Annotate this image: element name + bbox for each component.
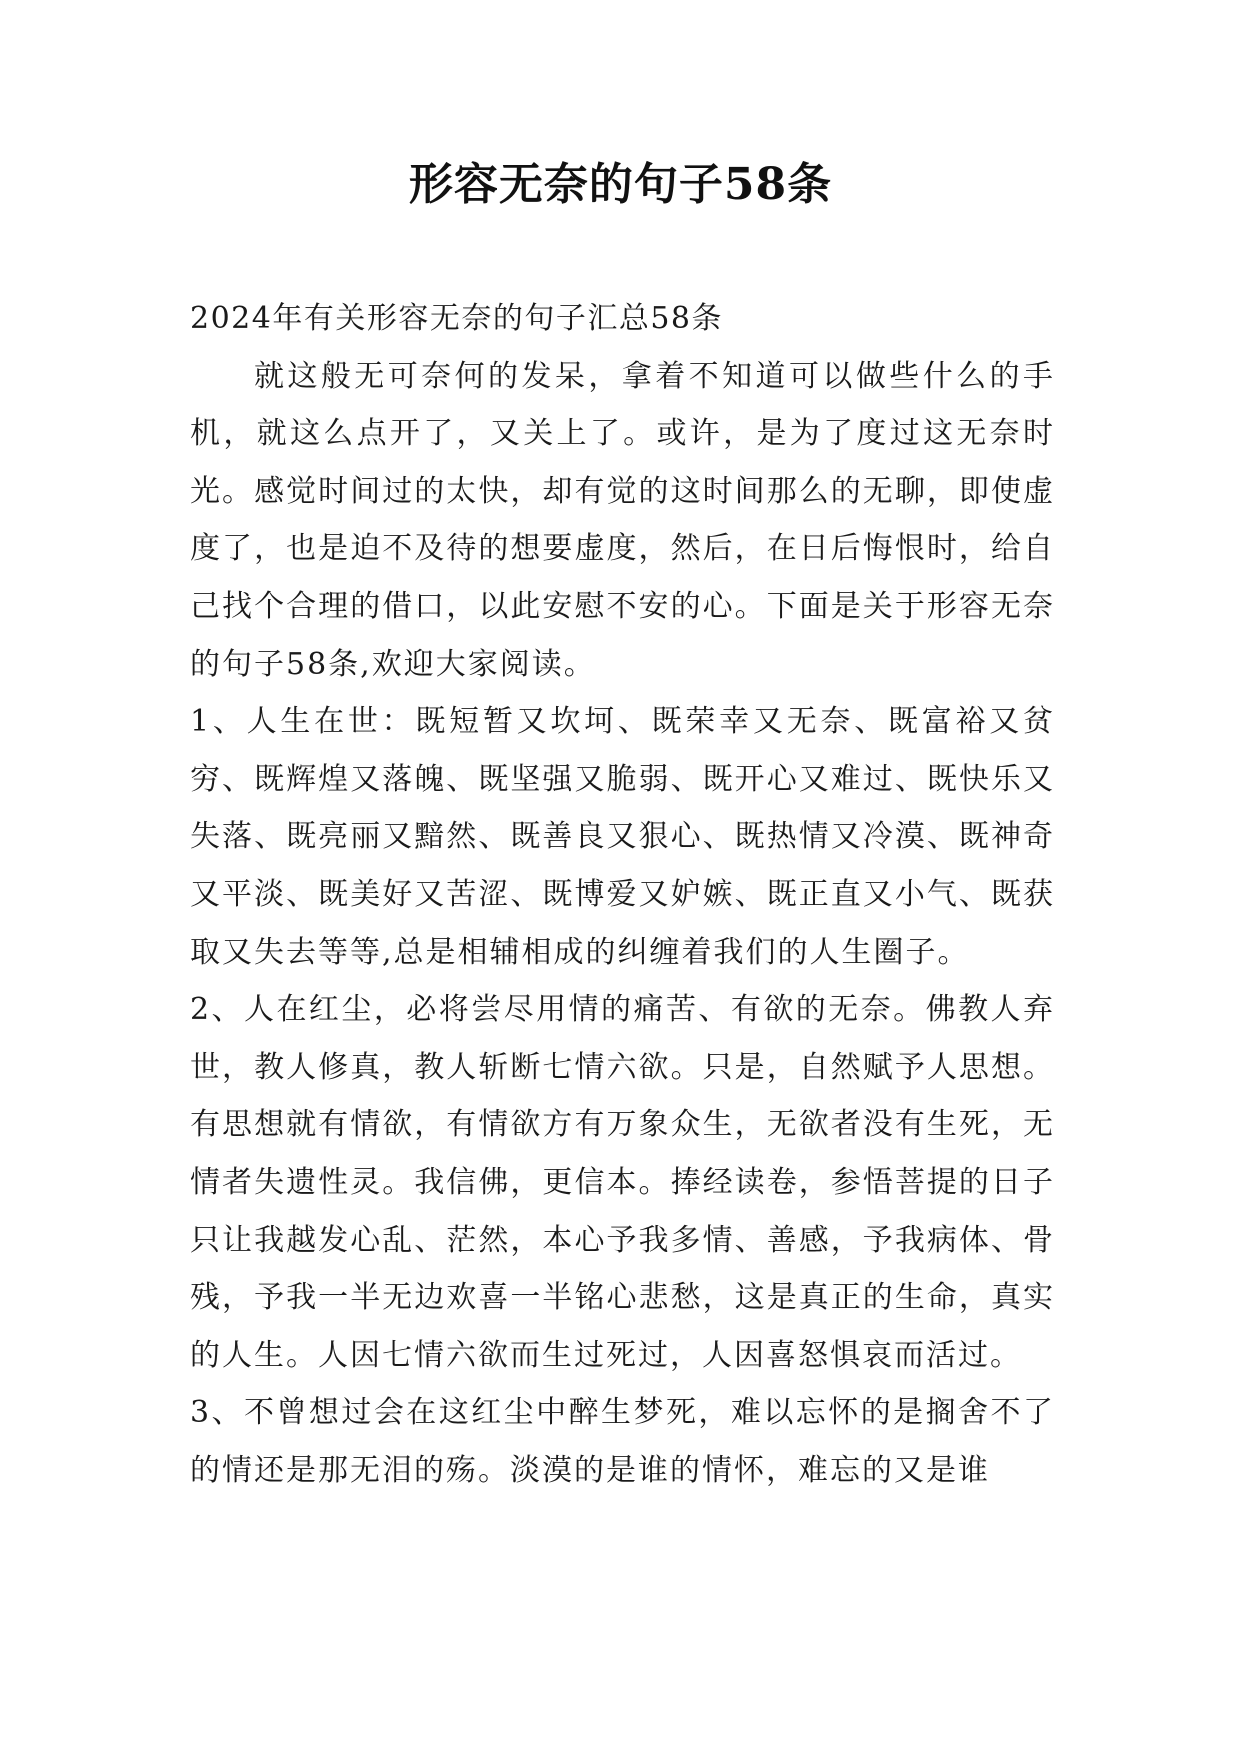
list-item: 3、不曾想过会在这红尘中醉生梦死，难以忘怀的是搁舍不了的情还是那无泪的殇。淡漠的是谁的情怀，难忘的又是谁	[190, 1395, 1055, 1488]
document-body	[190, 290, 1055, 1499]
list-item: 1、人生在世：既短暂又坎坷、既荣幸又无奈、既富裕又贫穷、既辉煌又落魄、既坚强又脆弱、既开心又难过、既快乐又失落、既亮丽又黯然、既善良又狠心、既热情又冷漠、既神奇又平淡、既美好又苦涩、既博爱又妒嫉、既正直又小气、既获取又失去等等,总是相辅相成的纠缠着我们的人生圈子。	[190, 704, 1055, 970]
intro-paragraph: 就这般无可奈何的发呆，拿着不知道可以做些什么的手机，就这么点开了，又关上了。或许，是为了度过这无奈时光。感觉时间过的太快，却有觉的这时间那么的无聊，即使虚度了，也是迫不及待的想要虚度，然后，在日后悔恨时，给自己找个合理的借口，以此安慰不安的心。下面是关于形容无奈的句子58条,欢迎大家阅读。	[190, 358, 1055, 682]
document-title: 形容无奈的句子58条	[408, 159, 833, 210]
list-item: 2、人在红尘，必将尝尽用情的痛苦、有欲的无奈。佛教人弃世，教人修真，教人斩断七情六欲。只是，自然赋予人思想。有思想就有情欲，有情欲方有万象众生，无欲者没有生死，无情者失遗性灵。我信佛，更信本。捧经读卷，参悟菩提的日子只让我越发心乱、茫然，本心予我多情、善感，予我病体、骨残，予我一半无边欢喜一半铭心悲愁，这是真正的生命，真实的人生。人因七情六欲而生过死过，人因喜怒惧哀而活过。	[190, 992, 1055, 1373]
document-subtitle: 2024年有关形容无奈的句子汇总58条	[190, 301, 724, 336]
